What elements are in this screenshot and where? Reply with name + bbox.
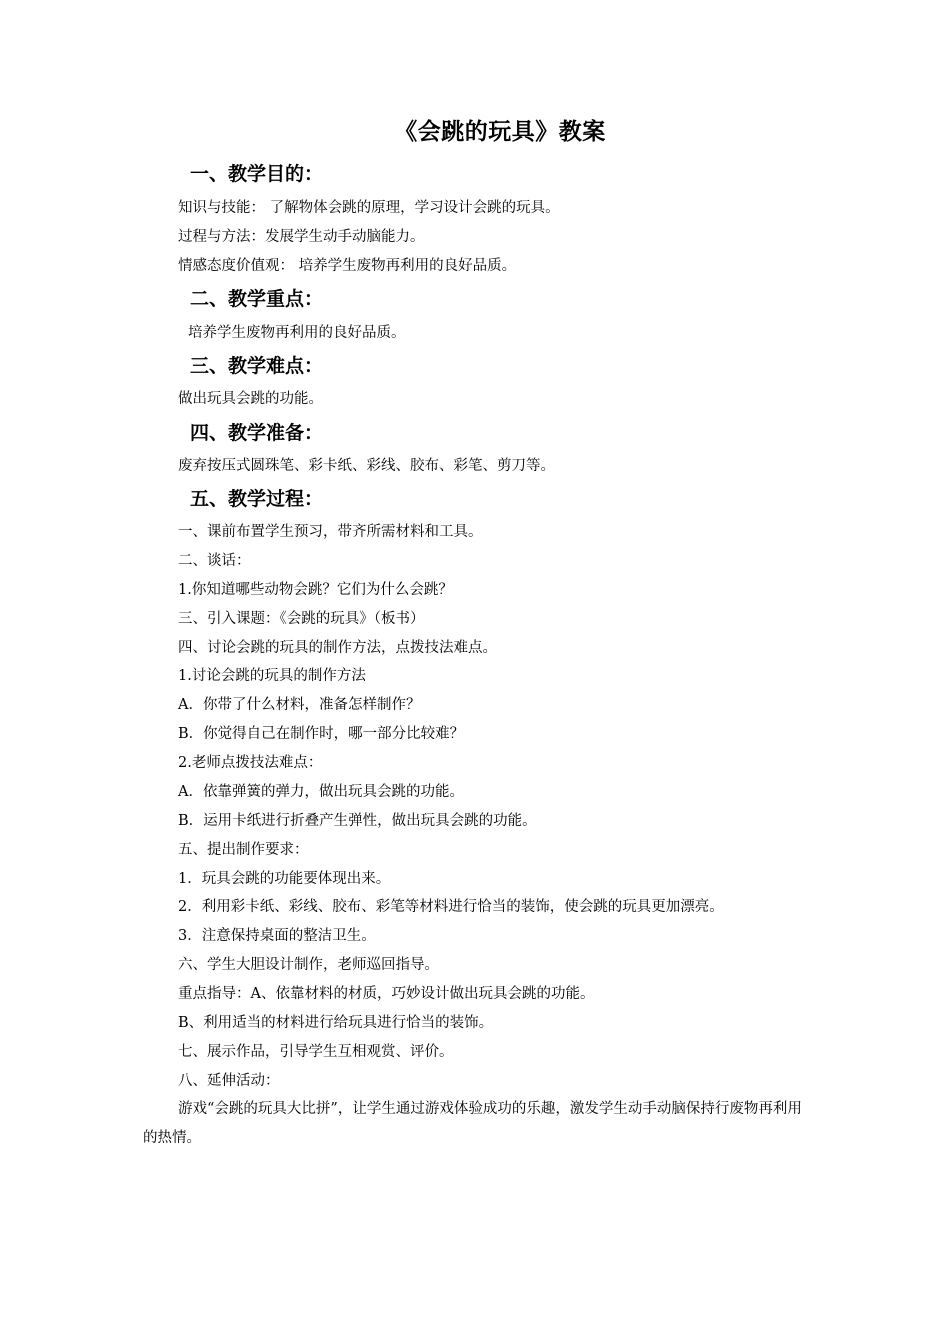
process-line: 二、谈话： [178, 553, 251, 569]
process-line: 四、讨论会跳的玩具的制作方法，点拨技法难点。 [178, 640, 497, 656]
process-line: A．你带了什么材料，准备怎样制作？ [178, 697, 421, 713]
process-line: 2.老师点拨技法难点： [178, 755, 323, 771]
process-line: 重点指导：A、依靠材料的材质，巧妙设计做出玩具会跳的功能。 [178, 986, 595, 1002]
process-line: 五、提出制作要求： [178, 842, 309, 858]
process-line: B、利用适当的材料进行给玩具进行恰当的装饰。 [178, 1015, 494, 1031]
objective-line: 知识与技能： 了解物体会跳的原理，学习设计会跳的玩具。 [178, 200, 560, 216]
process-line: A．依靠弹簧的弹力，做出玩具会跳的功能。 [178, 784, 464, 800]
process-line: 1.讨论会跳的玩具的制作方法 [178, 668, 366, 684]
process-line: 一、课前布置学生预习，带齐所需材料和工具。 [178, 524, 483, 540]
key-point-line: 培养学生废物再利用的良好品质。 [188, 325, 406, 341]
closing-paragraph: 游戏“会跳的玩具大比拼”，让学生通过游戏体验成功的乐趣，激发学生动手动脑保持行废物再利用的热情。 [143, 1101, 802, 1146]
section-heading-key-points: 二、教学重点： [190, 288, 324, 310]
section-heading-preparation: 四、教学准备： [190, 422, 324, 444]
process-line: 3．注意保持桌面的整洁卫生。 [178, 928, 376, 944]
document-title: 《会跳的玩具》教案 [394, 119, 606, 145]
process-line: B．你觉得自己在制作时，哪一部分比较难？ [178, 726, 465, 742]
process-line: 2．利用彩卡纸、彩线、胶布、彩笔等材料进行恰当的装饰，使会跳的玩具更加漂亮。 [178, 899, 724, 915]
objective-line: 过程与方法：发展学生动手动脑能力。 [178, 229, 425, 245]
section-heading-difficulties: 三、教学难点： [190, 355, 324, 377]
process-line: 三、引入课题：《会跳的玩具》（板书） [178, 611, 425, 627]
difficulty-line: 做出玩具会跳的功能。 [178, 391, 323, 407]
process-line: B．运用卡纸进行折叠产生弹性，做出玩具会跳的功能。 [178, 813, 537, 829]
process-line: 1．玩具会跳的功能要体现出来。 [178, 871, 391, 887]
section-heading-process: 五、教学过程： [190, 488, 324, 510]
process-line: 八、延伸活动： [178, 1073, 280, 1089]
process-line: 1.你知道哪些动物会跳？它们为什么会跳？ [178, 582, 453, 598]
process-line: 六、学生大胆设计制作，老师巡回指导。 [178, 957, 439, 973]
section-heading-objectives: 一、教学目的： [190, 163, 324, 185]
objective-line: 情感态度价值观： 培养学生废物再利用的良好品质。 [178, 258, 517, 274]
process-line: 七、展示作品，引导学生互相观赏、评价。 [178, 1044, 454, 1060]
preparation-line: 废弃按压式圆珠笔、彩卡纸、彩线、胶布、彩笔、剪刀等。 [178, 458, 555, 474]
